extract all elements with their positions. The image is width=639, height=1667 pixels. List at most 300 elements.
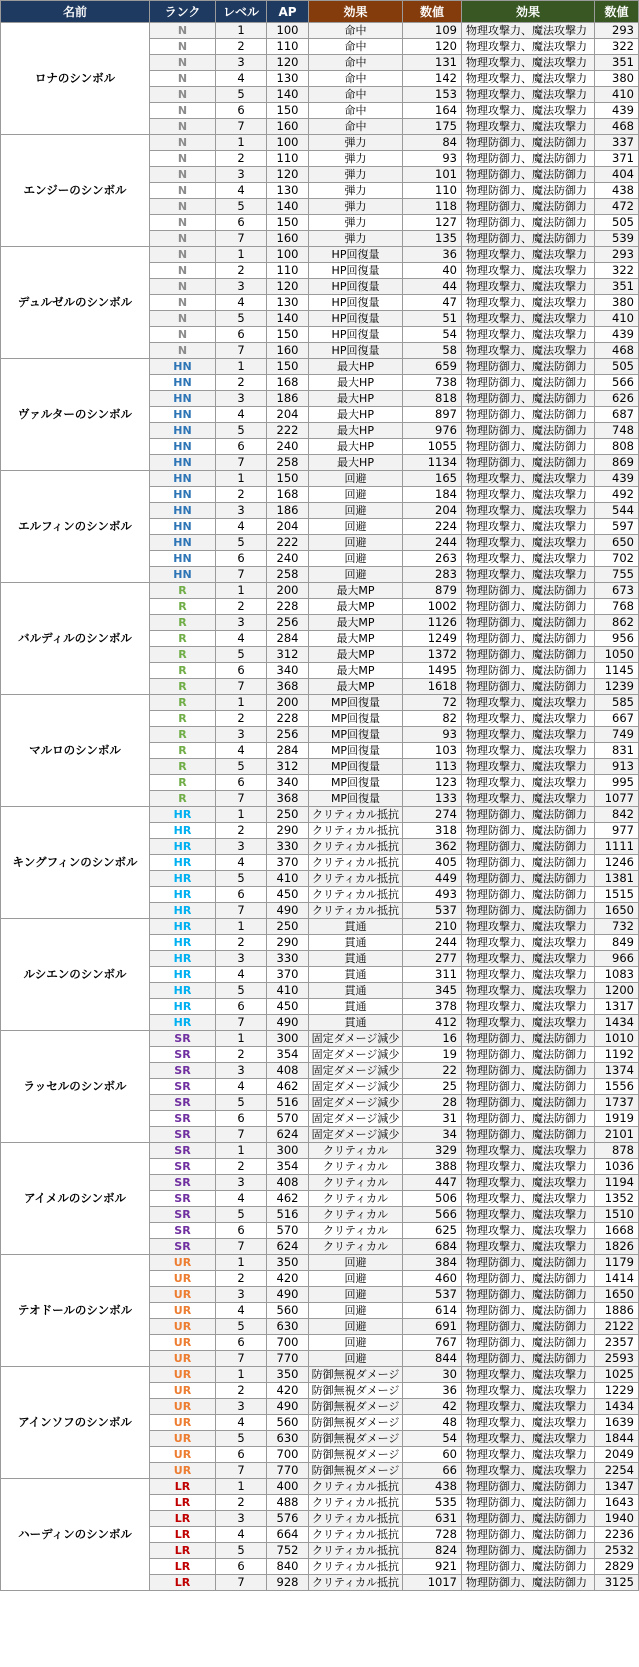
table-row	[1, 135, 639, 151]
value2-cell: 1179	[595, 1255, 639, 1271]
symbol-group	[1, 471, 639, 583]
rank-cell: HR	[150, 919, 216, 935]
rank-cell: N	[150, 311, 216, 327]
level-cell: 2	[216, 935, 267, 951]
effect2-cell: 物理防御力、魔法防御力	[462, 167, 595, 183]
rank-cell: HR	[150, 839, 216, 855]
value2-cell: 2254	[595, 1463, 639, 1479]
ap-cell: 100	[267, 135, 309, 151]
rank-cell: HN	[150, 471, 216, 487]
effect2-cell: 物理防御力、魔法防御力	[462, 455, 595, 471]
effect1-cell: HP回復量	[309, 263, 403, 279]
value2-cell: 1111	[595, 839, 639, 855]
ap-cell: 120	[267, 55, 309, 71]
rank-cell: HR	[150, 951, 216, 967]
value2-cell: 1083	[595, 967, 639, 983]
symbol-name: ルシエンのシンボル	[1, 919, 150, 1031]
ap-cell: 130	[267, 71, 309, 87]
value2-cell: 544	[595, 503, 639, 519]
ap-cell: 258	[267, 455, 309, 471]
value2-cell: 380	[595, 71, 639, 87]
value1-cell: 818	[403, 391, 462, 407]
value2-cell: 1036	[595, 1159, 639, 1175]
ap-cell: 408	[267, 1063, 309, 1079]
effect2-cell: 物理攻撃力、魔法攻撃力	[462, 567, 595, 583]
value2-cell: 1639	[595, 1415, 639, 1431]
level-cell: 3	[216, 1287, 267, 1303]
level-cell: 3	[216, 615, 267, 631]
rank-cell: HN	[150, 407, 216, 423]
effect1-cell: 回避	[309, 551, 403, 567]
value2-cell: 1025	[595, 1367, 639, 1383]
effect1-cell: クリティカル	[309, 1239, 403, 1255]
ap-cell: 150	[267, 471, 309, 487]
value2-cell: 1317	[595, 999, 639, 1015]
value2-cell: 1374	[595, 1063, 639, 1079]
value2-cell: 869	[595, 455, 639, 471]
effect2-cell: 物理攻撃力、魔法攻撃力	[462, 311, 595, 327]
effect1-cell: クリティカル抵抗	[309, 1527, 403, 1543]
effect2-cell: 物理攻撃力、魔法攻撃力	[462, 727, 595, 743]
rank-cell: R	[150, 599, 216, 615]
effect2-cell: 物理攻撃力、魔法攻撃力	[462, 775, 595, 791]
ap-cell: 312	[267, 647, 309, 663]
table-row	[1, 1143, 639, 1159]
value1-cell: 48	[403, 1415, 462, 1431]
rank-cell: R	[150, 711, 216, 727]
value1-cell: 28	[403, 1095, 462, 1111]
ap-cell: 130	[267, 183, 309, 199]
effect1-cell: 命中	[309, 119, 403, 135]
ap-cell: 140	[267, 87, 309, 103]
value1-cell: 110	[403, 183, 462, 199]
level-cell: 7	[216, 343, 267, 359]
effect2-cell: 物理攻撃力、魔法攻撃力	[462, 327, 595, 343]
ap-cell: 140	[267, 311, 309, 327]
level-cell: 1	[216, 695, 267, 711]
ap-cell: 186	[267, 391, 309, 407]
effect2-cell: 物理攻撃力、魔法攻撃力	[462, 1159, 595, 1175]
value2-cell: 2829	[595, 1559, 639, 1575]
rank-cell: N	[150, 23, 216, 39]
level-cell: 4	[216, 1303, 267, 1319]
value1-cell: 36	[403, 1383, 462, 1399]
rank-cell: UR	[150, 1271, 216, 1287]
level-cell: 5	[216, 311, 267, 327]
effect1-cell: クリティカル抵抗	[309, 1575, 403, 1591]
value2-cell: 913	[595, 759, 639, 775]
effect1-cell: 固定ダメージ減少	[309, 1079, 403, 1095]
level-cell: 2	[216, 1159, 267, 1175]
value1-cell: 1372	[403, 647, 462, 663]
value1-cell: 388	[403, 1159, 462, 1175]
effect1-cell: 弾力	[309, 135, 403, 151]
level-cell: 5	[216, 1207, 267, 1223]
effect2-cell: 物理攻撃力、魔法攻撃力	[462, 983, 595, 999]
ap-cell: 840	[267, 1559, 309, 1575]
effect1-cell: HP回復量	[309, 311, 403, 327]
value2-cell: 1077	[595, 791, 639, 807]
effect2-cell: 物理攻撃力、魔法攻撃力	[462, 1175, 595, 1191]
effect2-cell: 物理攻撃力、魔法攻撃力	[462, 23, 595, 39]
level-cell: 6	[216, 1111, 267, 1127]
ap-cell: 312	[267, 759, 309, 775]
rank-cell: UR	[150, 1415, 216, 1431]
effect1-cell: 貫通	[309, 919, 403, 935]
value1-cell: 728	[403, 1527, 462, 1543]
value2-cell: 831	[595, 743, 639, 759]
value1-cell: 153	[403, 87, 462, 103]
value1-cell: 263	[403, 551, 462, 567]
effect2-cell: 物理攻撃力、魔法攻撃力	[462, 1415, 595, 1431]
rank-cell: UR	[150, 1447, 216, 1463]
rank-cell: N	[150, 215, 216, 231]
effect1-cell: 貫通	[309, 951, 403, 967]
level-cell: 3	[216, 391, 267, 407]
ap-cell: 410	[267, 871, 309, 887]
rank-cell: SR	[150, 1207, 216, 1223]
value2-cell: 1826	[595, 1239, 639, 1255]
effect1-cell: MP回復量	[309, 759, 403, 775]
ap-cell: 770	[267, 1351, 309, 1367]
value1-cell: 1126	[403, 615, 462, 631]
ap-cell: 250	[267, 807, 309, 823]
value1-cell: 438	[403, 1479, 462, 1495]
value1-cell: 184	[403, 487, 462, 503]
table-header	[1, 1, 639, 23]
rank-cell: HR	[150, 807, 216, 823]
ap-cell: 204	[267, 407, 309, 423]
value2-cell: 439	[595, 103, 639, 119]
value2-cell: 1643	[595, 1495, 639, 1511]
ap-cell: 576	[267, 1511, 309, 1527]
rank-cell: HR	[150, 999, 216, 1015]
effect2-cell: 物理防御力、魔法防御力	[462, 439, 595, 455]
value1-cell: 19	[403, 1047, 462, 1063]
rank-cell: HR	[150, 855, 216, 871]
effect1-cell: 最大HP	[309, 407, 403, 423]
value2-cell: 404	[595, 167, 639, 183]
value1-cell: 66	[403, 1463, 462, 1479]
value1-cell: 318	[403, 823, 462, 839]
value2-cell: 956	[595, 631, 639, 647]
effect1-cell: 回避	[309, 519, 403, 535]
ap-cell: 160	[267, 343, 309, 359]
effect1-cell: 回避	[309, 1271, 403, 1287]
value2-cell: 2357	[595, 1335, 639, 1351]
effect2-cell: 物理防御力、魔法防御力	[462, 599, 595, 615]
value2-cell: 1434	[595, 1015, 639, 1031]
level-cell: 7	[216, 1351, 267, 1367]
value1-cell: 127	[403, 215, 462, 231]
effect2-cell: 物理攻撃力、魔法攻撃力	[462, 119, 595, 135]
ap-cell: 300	[267, 1031, 309, 1047]
rank-cell: R	[150, 775, 216, 791]
effect1-cell: 固定ダメージ減少	[309, 1095, 403, 1111]
effect2-cell: 物理攻撃力、魔法攻撃力	[462, 1239, 595, 1255]
level-cell: 4	[216, 519, 267, 535]
value1-cell: 625	[403, 1223, 462, 1239]
level-cell: 4	[216, 183, 267, 199]
effect2-cell: 物理攻撃力、魔法攻撃力	[462, 247, 595, 263]
effect2-cell: 物理防御力、魔法防御力	[462, 1079, 595, 1095]
effect2-cell: 物理攻撃力、魔法攻撃力	[462, 503, 595, 519]
value2-cell: 2049	[595, 1447, 639, 1463]
value1-cell: 113	[403, 759, 462, 775]
level-cell: 5	[216, 1319, 267, 1335]
level-cell: 4	[216, 407, 267, 423]
value2-cell: 1239	[595, 679, 639, 695]
header-level: レベル	[216, 1, 267, 23]
value1-cell: 274	[403, 807, 462, 823]
effect1-cell: 貫通	[309, 983, 403, 999]
ap-cell: 350	[267, 1255, 309, 1271]
level-cell: 6	[216, 999, 267, 1015]
effect2-cell: 物理攻撃力、魔法攻撃力	[462, 535, 595, 551]
value2-cell: 1650	[595, 903, 639, 919]
level-cell: 5	[216, 199, 267, 215]
symbol-group	[1, 1479, 639, 1591]
rank-cell: HR	[150, 871, 216, 887]
value2-cell: 755	[595, 567, 639, 583]
level-cell: 2	[216, 823, 267, 839]
value1-cell: 93	[403, 151, 462, 167]
ap-cell: 928	[267, 1575, 309, 1591]
level-cell: 1	[216, 23, 267, 39]
symbol-group	[1, 1255, 639, 1367]
value1-cell: 84	[403, 135, 462, 151]
effect2-cell: 物理攻撃力、魔法攻撃力	[462, 279, 595, 295]
rank-cell: UR	[150, 1383, 216, 1399]
value1-cell: 164	[403, 103, 462, 119]
value2-cell: 995	[595, 775, 639, 791]
value1-cell: 614	[403, 1303, 462, 1319]
level-cell: 3	[216, 727, 267, 743]
value1-cell: 921	[403, 1559, 462, 1575]
effect2-cell: 物理防御力、魔法防御力	[462, 807, 595, 823]
ap-cell: 340	[267, 775, 309, 791]
effect2-cell: 物理防御力、魔法防御力	[462, 1559, 595, 1575]
rank-cell: UR	[150, 1399, 216, 1415]
symbol-name: デュルゼルのシンボル	[1, 247, 150, 359]
effect2-cell: 物理防御力、魔法防御力	[462, 1095, 595, 1111]
effect1-cell: 回避	[309, 1351, 403, 1367]
effect1-cell: クリティカル抵抗	[309, 887, 403, 903]
ap-cell: 570	[267, 1223, 309, 1239]
level-cell: 6	[216, 103, 267, 119]
level-cell: 7	[216, 1575, 267, 1591]
rank-cell: R	[150, 743, 216, 759]
effect2-cell: 物理防御力、魔法防御力	[462, 1575, 595, 1591]
value2-cell: 878	[595, 1143, 639, 1159]
level-cell: 4	[216, 1527, 267, 1543]
effect1-cell: 回避	[309, 1287, 403, 1303]
value1-cell: 131	[403, 55, 462, 71]
effect2-cell: 物理防御力、魔法防御力	[462, 1319, 595, 1335]
rank-cell: HR	[150, 823, 216, 839]
value2-cell: 2236	[595, 1527, 639, 1543]
rank-cell: SR	[150, 1031, 216, 1047]
level-cell: 7	[216, 791, 267, 807]
level-cell: 7	[216, 567, 267, 583]
level-cell: 5	[216, 87, 267, 103]
rank-cell: N	[150, 119, 216, 135]
rank-cell: N	[150, 87, 216, 103]
ap-cell: 240	[267, 551, 309, 567]
level-cell: 1	[216, 135, 267, 151]
rank-cell: HR	[150, 903, 216, 919]
value1-cell: 767	[403, 1335, 462, 1351]
ap-cell: 516	[267, 1095, 309, 1111]
rank-cell: N	[150, 135, 216, 151]
level-cell: 2	[216, 487, 267, 503]
effect2-cell: 物理攻撃力、魔法攻撃力	[462, 551, 595, 567]
effect2-cell: 物理防御力、魔法防御力	[462, 199, 595, 215]
ap-cell: 290	[267, 823, 309, 839]
level-cell: 1	[216, 471, 267, 487]
effect1-cell: 命中	[309, 55, 403, 71]
effect2-cell: 物理防御力、魔法防御力	[462, 903, 595, 919]
value1-cell: 165	[403, 471, 462, 487]
level-cell: 2	[216, 375, 267, 391]
level-cell: 1	[216, 919, 267, 935]
level-cell: 2	[216, 263, 267, 279]
rank-cell: R	[150, 647, 216, 663]
ap-cell: 490	[267, 1287, 309, 1303]
effect1-cell: 弾力	[309, 215, 403, 231]
level-cell: 7	[216, 1239, 267, 1255]
ap-cell: 664	[267, 1527, 309, 1543]
effect1-cell: HP回復量	[309, 279, 403, 295]
rank-cell: N	[150, 279, 216, 295]
value2-cell: 468	[595, 119, 639, 135]
value1-cell: 142	[403, 71, 462, 87]
rank-cell: N	[150, 295, 216, 311]
effect2-cell: 物理攻撃力、魔法攻撃力	[462, 1399, 595, 1415]
value1-cell: 506	[403, 1191, 462, 1207]
effect2-cell: 物理攻撃力、魔法攻撃力	[462, 695, 595, 711]
level-cell: 2	[216, 711, 267, 727]
rank-cell: R	[150, 631, 216, 647]
level-cell: 1	[216, 1367, 267, 1383]
effect1-cell: 回避	[309, 503, 403, 519]
effect1-cell: 防御無視ダメージ	[309, 1447, 403, 1463]
effect1-cell: 命中	[309, 71, 403, 87]
symbol-group	[1, 1031, 639, 1143]
rank-cell: R	[150, 663, 216, 679]
value2-cell: 842	[595, 807, 639, 823]
value1-cell: 378	[403, 999, 462, 1015]
symbol-group	[1, 1367, 639, 1479]
value1-cell: 659	[403, 359, 462, 375]
rank-cell: HN	[150, 519, 216, 535]
level-cell: 3	[216, 1063, 267, 1079]
effect2-cell: 物理攻撃力、魔法攻撃力	[462, 951, 595, 967]
level-cell: 5	[216, 983, 267, 999]
level-cell: 3	[216, 167, 267, 183]
effect2-cell: 物理攻撃力、魔法攻撃力	[462, 1191, 595, 1207]
table-row	[1, 1255, 639, 1271]
value1-cell: 566	[403, 1207, 462, 1223]
level-cell: 2	[216, 151, 267, 167]
value2-cell: 768	[595, 599, 639, 615]
value1-cell: 1495	[403, 663, 462, 679]
effect1-cell: 弾力	[309, 199, 403, 215]
effect1-cell: MP回復量	[309, 743, 403, 759]
value1-cell: 535	[403, 1495, 462, 1511]
value2-cell: 1145	[595, 663, 639, 679]
rank-cell: UR	[150, 1351, 216, 1367]
ap-cell: 354	[267, 1047, 309, 1063]
value1-cell: 1055	[403, 439, 462, 455]
ap-cell: 420	[267, 1383, 309, 1399]
rank-cell: SR	[150, 1063, 216, 1079]
effect2-cell: 物理攻撃力、魔法攻撃力	[462, 759, 595, 775]
level-cell: 1	[216, 807, 267, 823]
effect1-cell: 最大MP	[309, 663, 403, 679]
effect2-cell: 物理防御力、魔法防御力	[462, 679, 595, 695]
level-cell: 4	[216, 1079, 267, 1095]
level-cell: 2	[216, 39, 267, 55]
rank-cell: R	[150, 727, 216, 743]
effect2-cell: 物理防御力、魔法防御力	[462, 1527, 595, 1543]
value2-cell: 439	[595, 471, 639, 487]
ap-cell: 200	[267, 583, 309, 599]
value2-cell: 650	[595, 535, 639, 551]
ap-cell: 228	[267, 599, 309, 615]
effect2-cell: 物理攻撃力、魔法攻撃力	[462, 1447, 595, 1463]
level-cell: 2	[216, 599, 267, 615]
effect1-cell: 防御無視ダメージ	[309, 1399, 403, 1415]
ap-cell: 354	[267, 1159, 309, 1175]
ap-cell: 258	[267, 567, 309, 583]
effect1-cell: 貫通	[309, 1015, 403, 1031]
value1-cell: 118	[403, 199, 462, 215]
level-cell: 4	[216, 1191, 267, 1207]
value2-cell: 667	[595, 711, 639, 727]
effect1-cell: 回避	[309, 1335, 403, 1351]
ap-cell: 368	[267, 679, 309, 695]
value1-cell: 58	[403, 343, 462, 359]
level-cell: 7	[216, 1127, 267, 1143]
value2-cell: 1556	[595, 1079, 639, 1095]
symbol-name: アインソフのシンボル	[1, 1367, 150, 1479]
level-cell: 3	[216, 839, 267, 855]
level-cell: 6	[216, 887, 267, 903]
effect2-cell: 物理防御力、魔法防御力	[462, 615, 595, 631]
level-cell: 5	[216, 423, 267, 439]
effect2-cell: 物理防御力、魔法防御力	[462, 823, 595, 839]
table-row	[1, 695, 639, 711]
effect1-cell: 弾力	[309, 183, 403, 199]
effect1-cell: クリティカル抵抗	[309, 1543, 403, 1559]
table-row	[1, 471, 639, 487]
ap-cell: 560	[267, 1415, 309, 1431]
value1-cell: 460	[403, 1271, 462, 1287]
effect1-cell: 命中	[309, 87, 403, 103]
value2-cell: 2101	[595, 1127, 639, 1143]
value2-cell: 293	[595, 247, 639, 263]
value2-cell: 1229	[595, 1383, 639, 1399]
value2-cell: 566	[595, 375, 639, 391]
value1-cell: 493	[403, 887, 462, 903]
rank-cell: N	[150, 151, 216, 167]
value1-cell: 133	[403, 791, 462, 807]
effect2-cell: 物理防御力、魔法防御力	[462, 1479, 595, 1495]
value2-cell: 849	[595, 935, 639, 951]
effect1-cell: 貫通	[309, 999, 403, 1015]
value2-cell: 322	[595, 39, 639, 55]
